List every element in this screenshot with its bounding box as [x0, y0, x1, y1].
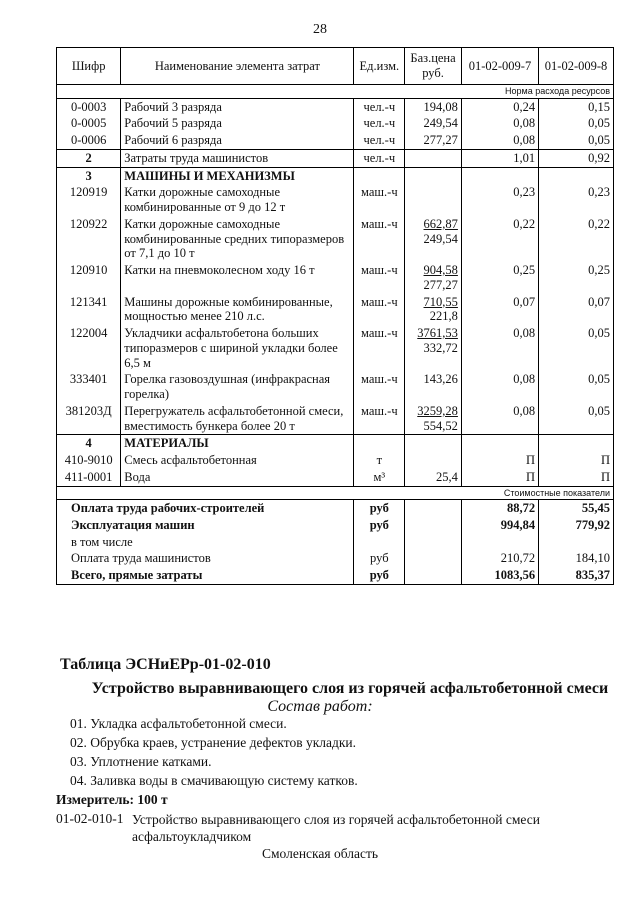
row-code: 0-0005 [57, 115, 121, 132]
summary-name: Оплата труда машинистов [57, 550, 354, 567]
table-row [57, 132, 614, 149]
measure-label: Измеритель: 100 т [56, 792, 168, 807]
row-code: 0-0006 [57, 132, 121, 149]
header-code: Шифр [57, 48, 121, 85]
row-price [405, 132, 462, 149]
row-norm-2: 0,05 [539, 132, 614, 149]
summary-unit: руб [354, 550, 405, 567]
row-price-value: 194,08 [423, 99, 458, 114]
row-norm-1: 0,08 [461, 115, 538, 132]
operation-item: 03. Уплотнение катками. [70, 754, 212, 769]
row-code: 2 [57, 149, 121, 167]
row-code: 3 [57, 167, 121, 184]
row-unit: маш.-ч [354, 262, 405, 294]
row-norm-1: 0,23 [461, 184, 538, 216]
operation-item: 02. Обрубка краев, устранение дефектов укладки. [70, 735, 357, 750]
row-norm-2: 0,22 [539, 216, 614, 262]
row-unit: м³ [354, 469, 405, 486]
row-price [405, 184, 462, 216]
row-name: Катки дорожные самоходные комбинированные средних типоразмеров от 7,1 до 10 т [121, 216, 354, 262]
row-norm-1 [461, 435, 538, 452]
table-row [57, 435, 614, 452]
summary-name: в том числе [57, 534, 354, 551]
row-norm-2 [539, 435, 614, 452]
row-unit: маш.-ч [354, 371, 405, 403]
table-row [57, 452, 614, 469]
row-price [405, 262, 462, 294]
row-name: Смесь асфальтобетонная [121, 452, 354, 469]
summary-unit: руб [354, 567, 405, 584]
row-norm-1: 0,08 [461, 371, 538, 403]
row-price [405, 167, 462, 184]
operations-list [70, 716, 358, 792]
row-price [405, 325, 462, 371]
row-name: Перегружатель асфальтобетонной смеси, вместимость бункера более 20 т [121, 403, 354, 435]
row-price [405, 469, 462, 486]
row-price-value: 3259,28 [417, 403, 458, 418]
table-code: Таблица ЭСНиЕРр-01-02-010 [60, 656, 271, 673]
row-norm-1: 0,24 [461, 98, 538, 115]
row-price [405, 403, 462, 435]
summary-row [57, 500, 614, 517]
table-row [57, 371, 614, 403]
row-code: 333401 [57, 371, 121, 403]
row-price [405, 294, 462, 326]
summary-norm-2: 779,92 [539, 517, 614, 534]
row-norm-1: 0,07 [461, 294, 538, 326]
row-price-value: 710,55 [423, 294, 458, 309]
row-norm-2: 0,25 [539, 262, 614, 294]
header-name: Наименование элемента затрат [121, 48, 354, 85]
operation-item: 01. Укладка асфальтобетонной смеси. [70, 716, 287, 731]
row-price-extra: 249,54 [423, 231, 458, 246]
row-norm-1: П [461, 452, 538, 469]
summary-unit [354, 534, 405, 551]
row-name: Катки дорожные самоходные комбинированные от 9 до 12 т [121, 184, 354, 216]
summary-unit: руб [354, 500, 405, 517]
row-unit [354, 435, 405, 452]
norm-label-row [57, 85, 614, 99]
summary-norm-1: 994,84 [461, 517, 538, 534]
row-unit: чел.-ч [354, 98, 405, 115]
header-norm-1: 01-02-009-7 [461, 48, 538, 85]
summary-name: Всего, прямые затраты [57, 567, 354, 584]
row-code: 411-0001 [57, 469, 121, 486]
table-row [57, 262, 614, 294]
table-row [57, 115, 614, 132]
row-norm-2: П [539, 469, 614, 486]
row-norm-2: 0,23 [539, 184, 614, 216]
row-name: Укладчики асфальтобетона больших типоразмеров с шириной укладки более 6,5 м [121, 325, 354, 371]
row-unit: маш.-ч [354, 184, 405, 216]
summary-row [57, 550, 614, 567]
row-price-value: 3761,53 [417, 326, 458, 341]
summary-unit: руб [354, 517, 405, 534]
row-norm-2: 0,15 [539, 98, 614, 115]
row-name: Рабочий 5 разряда [121, 115, 354, 132]
header-unit: Ед.изм. [354, 48, 405, 85]
table-row [57, 149, 614, 167]
row-unit: чел.-ч [354, 115, 405, 132]
summary-norm-1: 210,72 [461, 550, 538, 567]
row-name: Горелка газовоздушная (инфракрасная горелка) [121, 371, 354, 403]
row-code: 120919 [57, 184, 121, 216]
row-price-value: 904,58 [423, 263, 458, 278]
resource-table [56, 47, 614, 585]
section-title: Устройство выравнивающего слоя из горячей асфальтобетонной смеси [91, 680, 609, 697]
row-unit: маш.-ч [354, 403, 405, 435]
summary-price [405, 534, 462, 551]
row-code: 120922 [57, 216, 121, 262]
row-code: 381203Д [57, 403, 121, 435]
cost-label: Стоимостные показатели [57, 486, 614, 500]
summary-price [405, 550, 462, 567]
row-norm-2: 0,92 [539, 149, 614, 167]
row-norm-1: 0,08 [461, 325, 538, 371]
item-description: Устройство выравнивающего слоя из горячей асфальтобетонной смеси асфальтоукладчиком [132, 812, 540, 845]
table-row [57, 403, 614, 435]
row-norm-2: 0,05 [539, 115, 614, 132]
table-header-row [57, 48, 614, 85]
page-number: 28 [313, 22, 327, 37]
table-row [57, 98, 614, 115]
row-price-value: 277,27 [423, 133, 458, 148]
summary-price [405, 500, 462, 517]
row-norm-1: 1,01 [461, 149, 538, 167]
row-price [405, 98, 462, 115]
row-price-value: 662,87 [423, 216, 458, 231]
row-norm-2 [539, 167, 614, 184]
row-price [405, 149, 462, 167]
row-code: 120910 [57, 262, 121, 294]
table-row [57, 294, 614, 326]
row-name: Рабочий 6 разряда [121, 132, 354, 149]
row-code: 4 [57, 435, 121, 452]
row-code: 0-0003 [57, 98, 121, 115]
summary-name: Эксплуатация машин [57, 517, 354, 534]
row-norm-1: П [461, 469, 538, 486]
summary-row [57, 567, 614, 584]
summary-price [405, 517, 462, 534]
row-code: 121341 [57, 294, 121, 326]
region-label: Смоленская область [261, 846, 379, 861]
table-row [57, 184, 614, 216]
row-norm-2: П [539, 452, 614, 469]
row-norm-2: 0,07 [539, 294, 614, 326]
row-name: МАТЕРИАЛЫ [121, 435, 354, 452]
row-norm-1: 0,25 [461, 262, 538, 294]
row-price [405, 371, 462, 403]
summary-row [57, 534, 614, 551]
row-price-extra: 221,8 [429, 309, 458, 324]
row-price-value: 25,4 [436, 469, 458, 484]
summary-row [57, 517, 614, 534]
row-price-value: 143,26 [423, 372, 458, 387]
row-price-value: 249,54 [423, 116, 458, 131]
row-unit: чел.-ч [354, 149, 405, 167]
row-norm-1: 0,08 [461, 132, 538, 149]
row-name: Затраты труда машинистов [121, 149, 354, 167]
row-unit: т [354, 452, 405, 469]
summary-norm-2: 184,10 [539, 550, 614, 567]
table-row [57, 216, 614, 262]
row-price [405, 115, 462, 132]
row-unit: маш.-ч [354, 216, 405, 262]
row-norm-1: 0,22 [461, 216, 538, 262]
summary-price [405, 567, 462, 584]
summary-name: Оплата труда рабочих-строителей [57, 500, 354, 517]
row-price-extra: 554,52 [423, 418, 458, 433]
summary-norm-2: 835,37 [539, 567, 614, 584]
row-unit: маш.-ч [354, 325, 405, 371]
summary-norm-1: 1083,56 [461, 567, 538, 584]
row-name: Рабочий 3 разряда [121, 98, 354, 115]
table-row [57, 325, 614, 371]
cost-label-row [57, 486, 614, 500]
row-price [405, 435, 462, 452]
row-name: Машины дорожные комбинированные, мощностью менее 210 л.с. [121, 294, 354, 326]
row-code: 410-9010 [57, 452, 121, 469]
header-norm-2: 01-02-009-8 [539, 48, 614, 85]
row-norm-1 [461, 167, 538, 184]
header-price: Баз.цена руб. [405, 48, 462, 85]
table-row [57, 469, 614, 486]
composition-label: Состав работ: [267, 698, 373, 715]
row-unit [354, 167, 405, 184]
row-name: МАШИНЫ И МЕХАНИЗМЫ [121, 167, 354, 184]
row-name: Вода [121, 469, 354, 486]
row-price-extra: 332,72 [423, 340, 458, 355]
norm-label: Норма расхода ресурсов [57, 85, 614, 99]
operation-item: 04. Заливка воды в смачивающую систему катков. [70, 773, 358, 788]
row-name: Катки на пневмоколесном ходу 16 т [121, 262, 354, 294]
item-code: 01-02-010-1 [56, 811, 124, 826]
summary-norm-2 [539, 534, 614, 551]
row-norm-2: 0,05 [539, 325, 614, 371]
row-norm-2: 0,05 [539, 403, 614, 435]
row-price [405, 216, 462, 262]
summary-norm-2: 55,45 [539, 500, 614, 517]
summary-norm-1: 88,72 [461, 500, 538, 517]
row-price [405, 452, 462, 469]
row-unit: чел.-ч [354, 132, 405, 149]
summary-norm-1 [461, 534, 538, 551]
row-unit: маш.-ч [354, 294, 405, 326]
row-norm-2: 0,05 [539, 371, 614, 403]
row-norm-1: 0,08 [461, 403, 538, 435]
table-row [57, 167, 614, 184]
row-price-extra: 277,27 [423, 277, 458, 292]
row-code: 122004 [57, 325, 121, 371]
